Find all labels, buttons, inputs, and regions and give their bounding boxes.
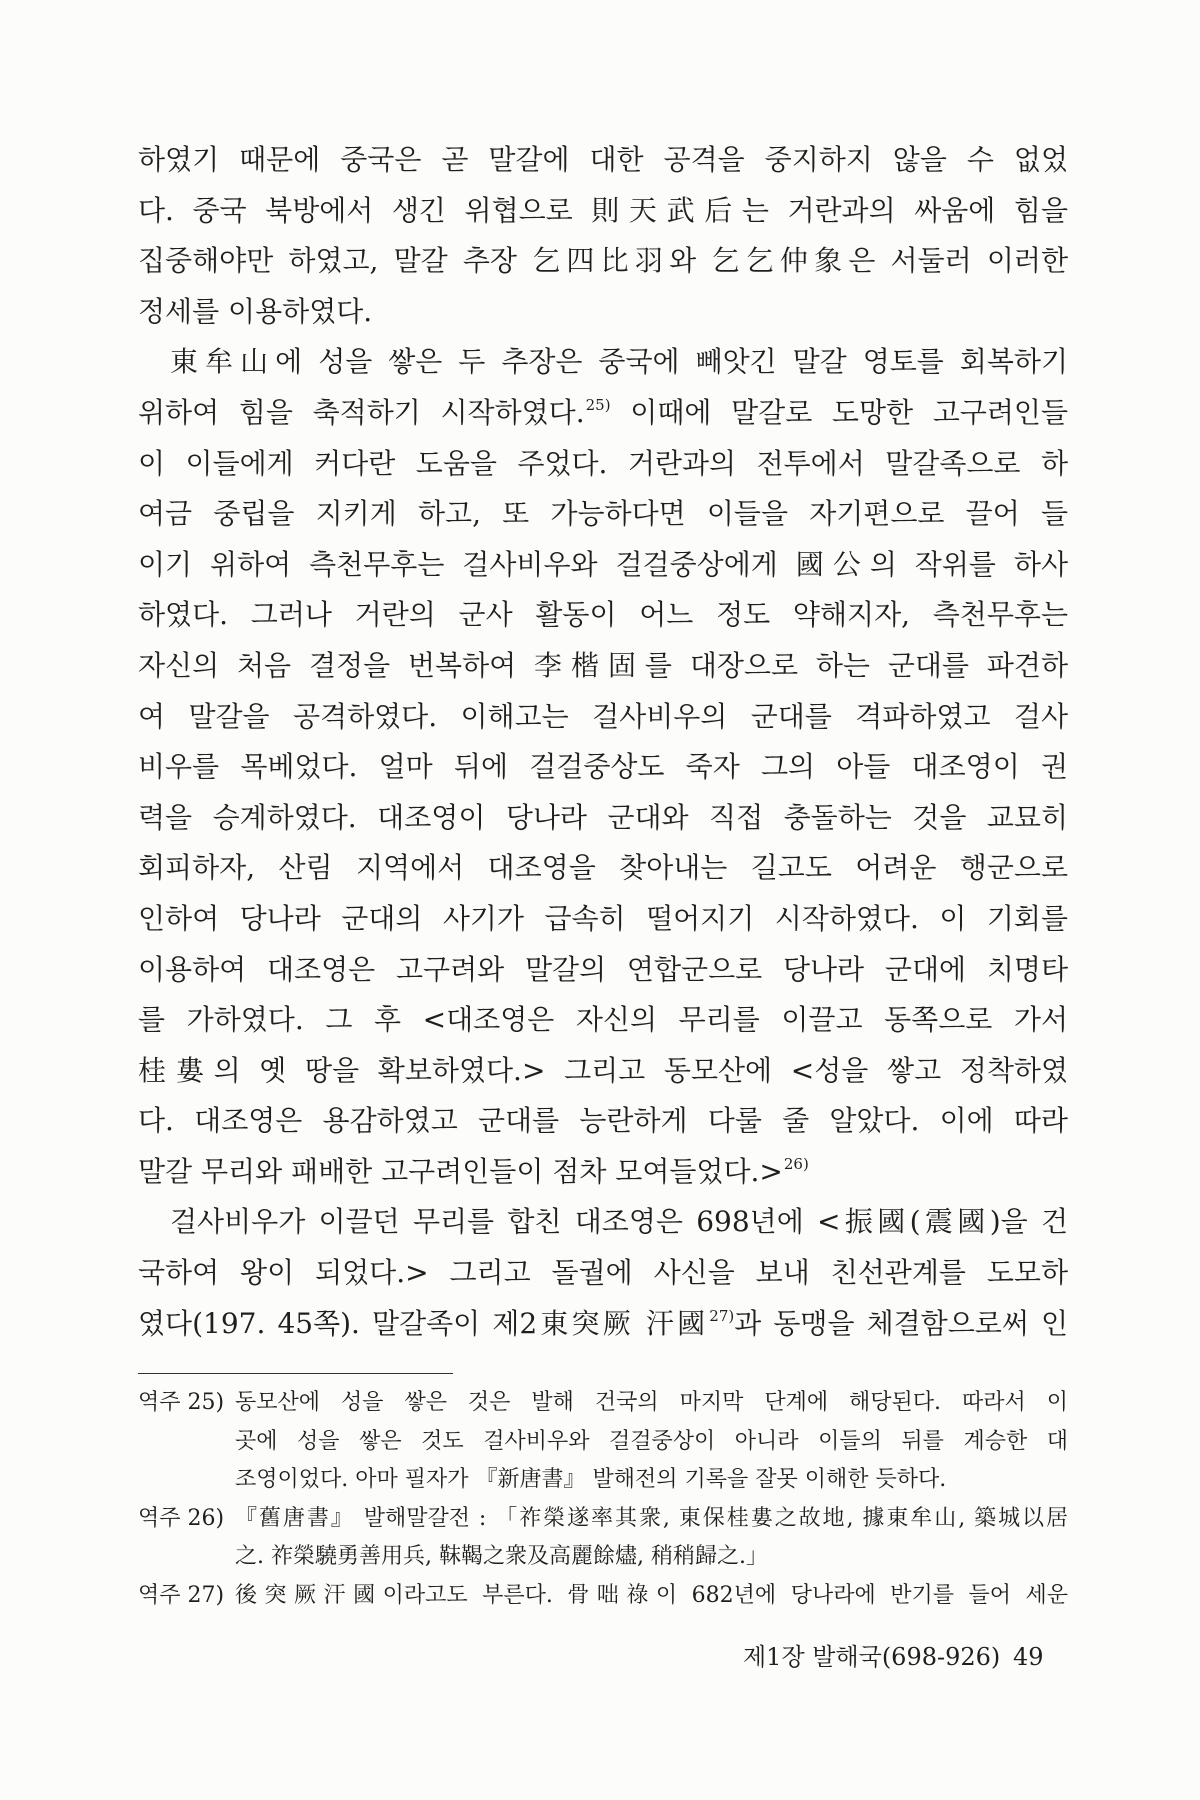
text-line xyxy=(138,388,1068,439)
text-line: 여금 중립을 지키게 하고, 또 가능하다면 이들을 자기편으로 끌어 들 xyxy=(138,497,1068,531)
text-line: 다. 대조영은 용감하였고 군대를 능란하게 다룰 줄 알았다. 이에 따라 xyxy=(138,1104,1068,1138)
running-head: 제1장 발해국(698-926) xyxy=(743,1643,1001,1671)
footnote-line: 조영이었다. 아마 필자가 『新唐書』 발해전의 기록을 잘못 이해한 듯하다. xyxy=(235,1467,947,1492)
footnote-ref: 26) xyxy=(783,1154,809,1173)
text-line: 걸사비우가 이끌던 무리를 합친 대조영은 698년에 <振國(震國)을 건 xyxy=(170,1205,1068,1239)
page-number: 49 xyxy=(1013,1643,1044,1671)
footnote-label: 역주 26) xyxy=(138,1505,225,1531)
footnote-line: 동모산에 성을 쌓은 것은 발해 건국의 마지막 단계에 해당된다. 따라서 이 xyxy=(235,1390,1068,1415)
footnote xyxy=(138,1384,1068,1500)
footnote-separator xyxy=(138,1373,453,1374)
text-segment: 였다(197. 45쪽). 말갈족이 제2東突厥 汗國 xyxy=(138,1306,709,1340)
text-line: 이 이들에게 커다란 도움을 주었다. 거란과의 전투에서 말갈족으로 하 xyxy=(138,446,1068,480)
text-line: 자신의 처음 결정을 번복하여 李楷固를 대장으로 하는 군대를 파견하 xyxy=(138,648,1069,682)
body-text xyxy=(138,135,1068,1349)
text-segment: 과 동맹을 체결함으로써 인 xyxy=(734,1306,1068,1340)
footnote-ref: 27) xyxy=(709,1306,735,1325)
text-line xyxy=(138,1147,1068,1198)
footnote-line: 곳에 성을 쌓은 것도 걸사비우와 걸걸중상이 아니라 이들의 뒤를 계승한 대 xyxy=(235,1428,1068,1454)
text-line: 정세를 이용하였다. xyxy=(138,294,373,328)
text-line: 집중해야만 하였고, 말갈 추장 乞四比羽와 乞乞仲象은 서둘러 이러한 xyxy=(138,244,1068,278)
text-segment: 이때에 말갈로 도망한 고구려인들 xyxy=(610,395,1069,429)
text-line: 를 가하였다. 그 후 <대조영은 자신의 무리를 이끌고 동쪽으로 가서 xyxy=(138,1003,1068,1037)
paragraph xyxy=(138,135,1068,337)
text-line: 東牟山에 성을 쌓은 두 추장은 중국에 빼앗긴 말갈 영토를 회복하기 xyxy=(170,345,1068,379)
text-segment: 위하여 힘을 축적하기 시작하였다. xyxy=(138,395,585,429)
text-line xyxy=(138,1299,1068,1350)
footnote-body xyxy=(235,1500,1068,1577)
text-line: 비우를 목베었다. 얼마 뒤에 걸걸중상도 죽자 그의 아들 대조영이 권 xyxy=(138,750,1068,784)
text-line: 국하여 왕이 되었다.> 그리고 돌궐에 사신을 보내 친선관계를 도모하 xyxy=(138,1256,1068,1290)
text-line: 이기 위하여 측천무후는 걸사비우와 걸걸중상에게 國公의 작위를 하사 xyxy=(138,547,1068,581)
footnote-ref: 25) xyxy=(585,395,611,414)
footnote-body xyxy=(235,1577,1068,1616)
text-line: 회피하자, 산림 지역에서 대조영을 찾아내는 길고도 어려운 행군으로 xyxy=(138,851,1068,885)
footnote xyxy=(138,1577,1068,1616)
footnote xyxy=(138,1500,1068,1577)
text-line: 桂婁의 옛 땅을 확보하였다.> 그리고 동모산에 <성을 쌓고 정착하였 xyxy=(138,1053,1068,1087)
text-line: 하였기 때문에 중국은 곧 말갈에 대한 공격을 중지하지 않을 수 없었 xyxy=(138,143,1068,176)
text-line: 이용하여 대조영은 고구려와 말갈의 연합군으로 당나라 군대에 치명타 xyxy=(138,952,1068,986)
text-line: 인하여 당나라 군대의 사기가 급속히 떨어지기 시작하였다. 이 기회를 xyxy=(138,901,1068,935)
footnote-body xyxy=(235,1384,1068,1500)
footnote-label: 역주 27) xyxy=(138,1582,225,1608)
footnotes xyxy=(138,1384,1068,1615)
paragraph xyxy=(138,1197,1068,1349)
text-line: 력을 승계하였다. 대조영이 당나라 군대와 직접 충돌하는 것을 교묘히 xyxy=(138,800,1068,834)
text-line: 다. 중국 북방에서 생긴 위협으로 則天武后는 거란과의 싸움에 힘을 xyxy=(138,193,1068,227)
paragraph xyxy=(138,337,1068,1197)
text-segment: 말갈 무리와 패배한 고구려인들이 점차 모여들었다.> xyxy=(138,1154,783,1188)
footnote-line: 後突厥汗國이라고도 부른다. 骨咄祿이 682년에 당나라에 반기를 들어 세운 xyxy=(235,1582,1068,1608)
footnote-line: 『舊唐書』 발해말갈전 : 「祚榮遂率其衆, 東保桂婁之故地, 據東牟山, 築城以居 xyxy=(235,1505,1068,1531)
footnote-label: 역주 25) xyxy=(138,1390,225,1415)
footnote-line: 之. 祚榮驍勇善用兵, 靺鞨之衆及高麗餘燼, 稍稍歸之.」 xyxy=(235,1544,768,1569)
text-line: 여 말갈을 공격하였다. 이해고는 걸사비우의 군대를 격파하였고 걸사 xyxy=(138,699,1068,733)
text-line: 하였다. 그러나 거란의 군사 활동이 어느 정도 약해지자, 측천무후는 xyxy=(138,598,1068,632)
